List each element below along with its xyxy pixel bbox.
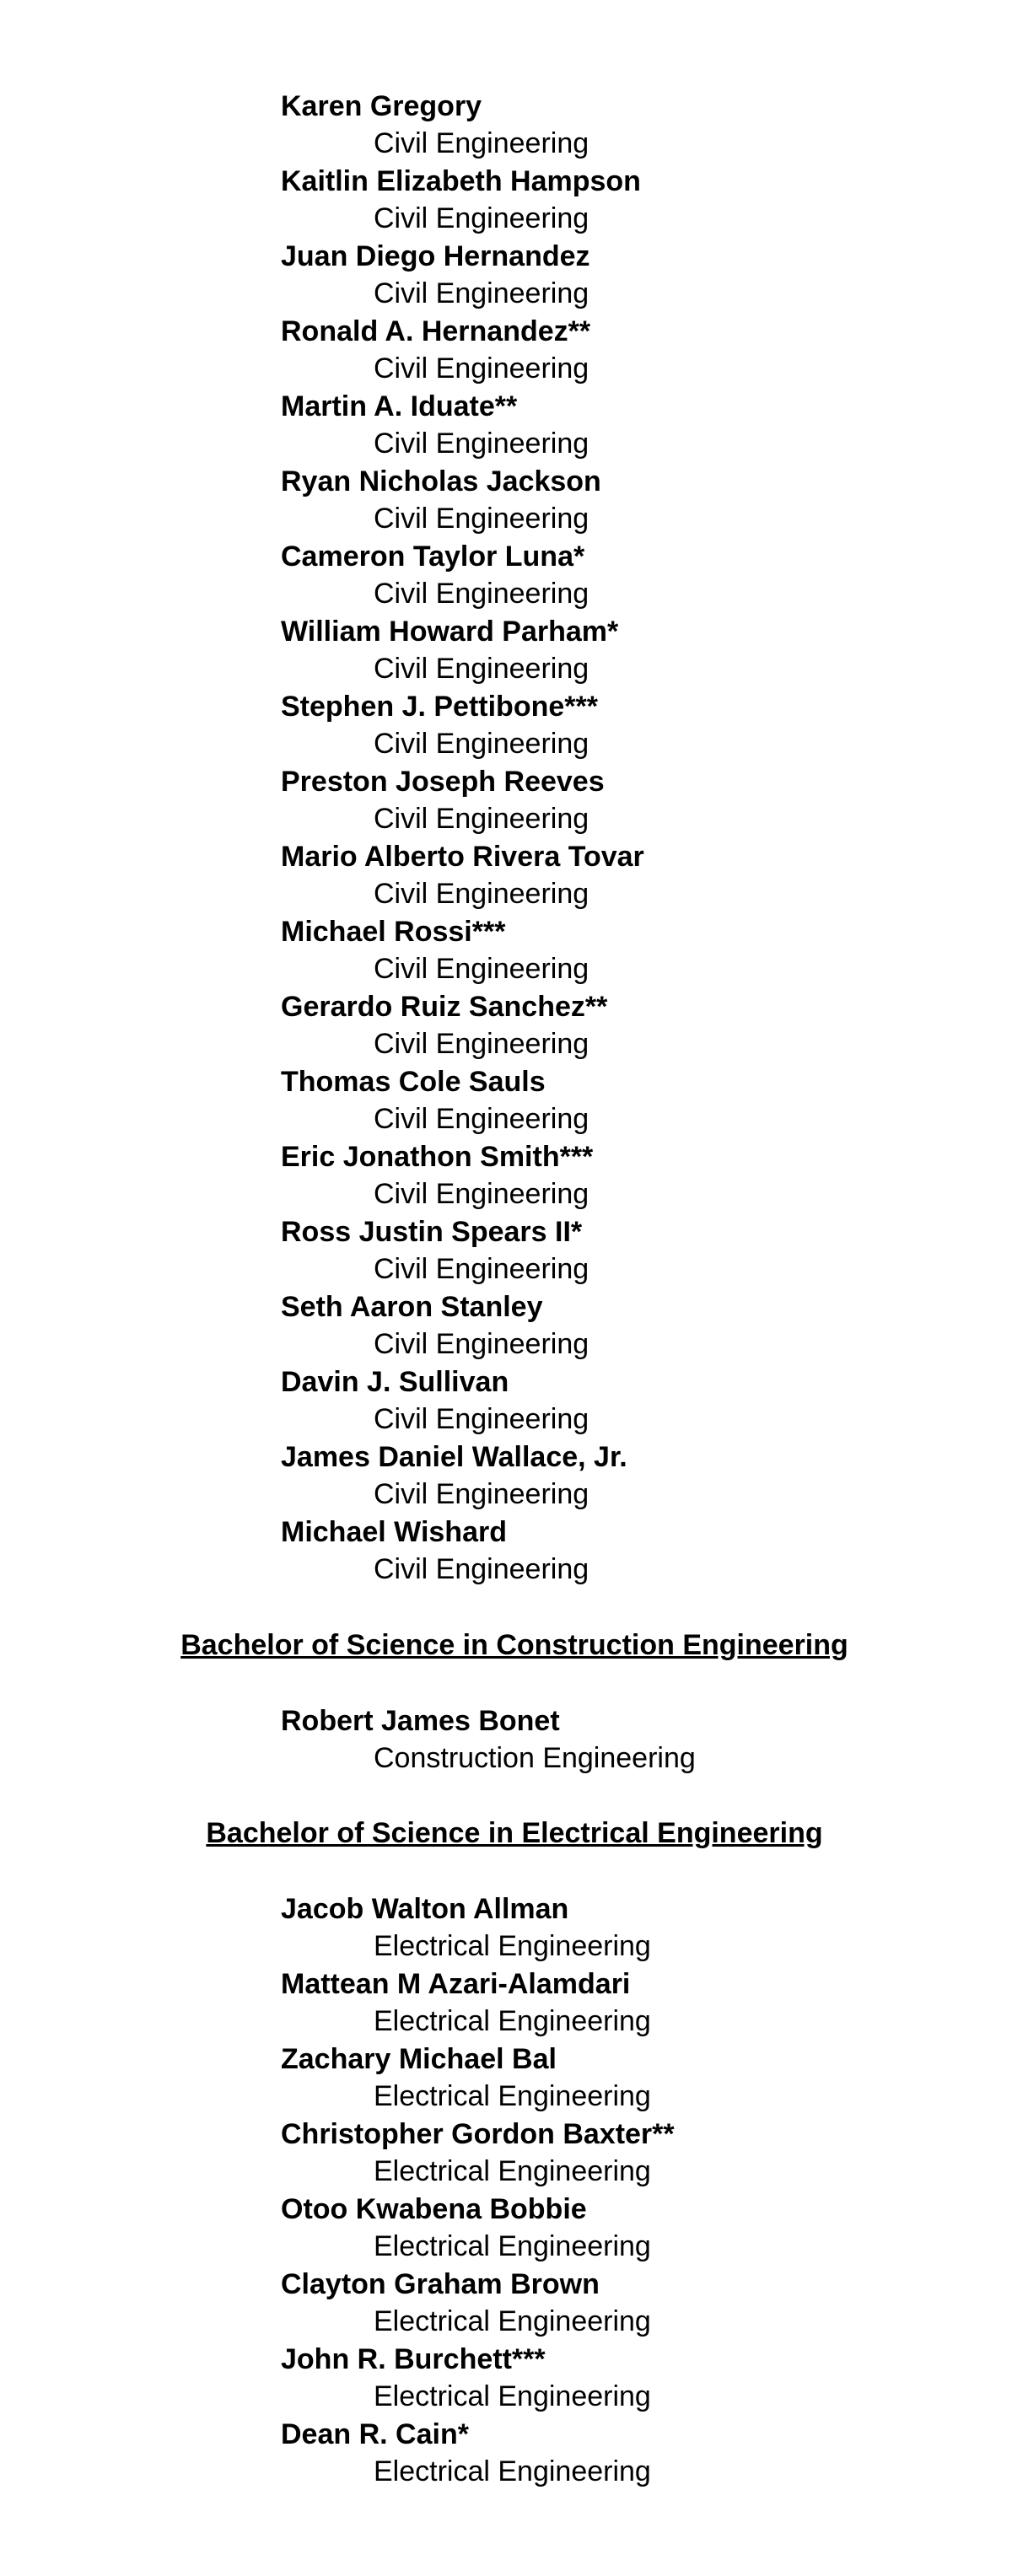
graduate-name: Stephen J. Pettibone*** (281, 691, 598, 723)
graduate-major: Construction Engineering (374, 1742, 696, 1774)
graduate-entry (281, 538, 972, 613)
graduate-name: Jacob Walton Allman (281, 1893, 569, 1925)
graduate-entry (281, 2341, 972, 2416)
graduate-entry (281, 2191, 972, 2266)
graduate-name: Ronald A. Hernandez** (281, 315, 591, 347)
graduate-major: Civil Engineering (374, 878, 589, 910)
graduate-entry (281, 613, 972, 688)
graduate-name: Cameron Taylor Luna* (281, 540, 585, 573)
graduate-entry (281, 838, 972, 913)
graduate-entry (281, 1966, 972, 2041)
graduate-entry (281, 2116, 972, 2191)
graduate-name: John R. Burchett*** (281, 2343, 546, 2375)
graduate-major: Electrical Engineering (374, 2230, 651, 2262)
graduate-major: Civil Engineering (374, 1553, 589, 1585)
graduate-major: Civil Engineering (374, 728, 589, 760)
graduate-major: Civil Engineering (374, 1403, 589, 1435)
graduate-name: Clayton Graham Brown (281, 2268, 600, 2300)
graduate-major: Electrical Engineering (374, 2455, 651, 2487)
graduate-name: Thomas Cole Sauls (281, 1066, 546, 1098)
graduate-entry (281, 2041, 972, 2116)
graduate-name: Mario Alberto Rivera Tovar (281, 841, 644, 873)
graduate-major: Civil Engineering (374, 578, 589, 610)
graduate-name: James Daniel Wallace, Jr. (281, 1441, 627, 1473)
graduate-name: Mattean M Azari-Alamdari (281, 1968, 631, 2000)
graduate-major: Electrical Engineering (374, 1930, 651, 1962)
graduate-major: Civil Engineering (374, 653, 589, 685)
graduate-entry (281, 688, 972, 763)
graduate-entry (281, 1363, 972, 1439)
graduate-name: Karen Gregory (281, 90, 482, 122)
graduate-major: Civil Engineering (374, 1328, 589, 1360)
graduate-entry (281, 238, 972, 313)
civil-engineering-list (281, 88, 972, 1589)
graduate-major: Civil Engineering (374, 1028, 589, 1060)
graduate-entry (281, 913, 972, 988)
graduate-name: Gerardo Ruiz Sanchez** (281, 991, 608, 1023)
graduate-major: Civil Engineering (374, 1253, 589, 1285)
graduate-major: Civil Engineering (374, 428, 589, 460)
graduate-major: Civil Engineering (374, 127, 589, 159)
graduate-name: Otoo Kwabena Bobbie (281, 2193, 587, 2225)
graduate-major: Civil Engineering (374, 503, 589, 535)
graduate-name: Kaitlin Elizabeth Hampson (281, 165, 641, 197)
graduate-name: Ross Justin Spears II* (281, 1216, 583, 1248)
graduate-entry (281, 1890, 972, 1966)
graduate-entry (281, 313, 972, 388)
graduate-major: Electrical Engineering (374, 2380, 651, 2412)
graduate-name: Davin J. Sullivan (281, 1366, 509, 1398)
graduate-name: Zachary Michael Bal (281, 2043, 557, 2075)
electrical-engineering-list (281, 1890, 972, 2491)
graduate-name: Ryan Nicholas Jackson (281, 465, 601, 497)
graduate-entry (281, 1288, 972, 1363)
graduate-entry (281, 1138, 972, 1213)
graduate-name: Robert James Bonet (281, 1705, 560, 1737)
graduate-major: Civil Engineering (374, 1178, 589, 1210)
graduate-major: Electrical Engineering (374, 2005, 651, 2037)
graduate-major: Civil Engineering (374, 352, 589, 385)
graduate-name: Christopher Gordon Baxter** (281, 2118, 675, 2150)
graduate-major: Civil Engineering (374, 953, 589, 985)
graduate-name: Martin A. Iduate** (281, 390, 518, 422)
graduate-entry (281, 463, 972, 538)
graduate-name: Juan Diego Hernandez (281, 240, 590, 272)
graduate-entry (281, 88, 972, 163)
graduate-major: Civil Engineering (374, 202, 589, 234)
graduate-major: Electrical Engineering (374, 2305, 651, 2337)
graduate-name: William Howard Parham* (281, 616, 619, 648)
graduate-entry (281, 1514, 972, 1589)
graduate-name: Michael Rossi*** (281, 916, 506, 948)
construction-engineering-list (281, 1702, 972, 1777)
graduate-major: Civil Engineering (374, 1478, 589, 1510)
graduate-name: Seth Aaron Stanley (281, 1291, 543, 1323)
graduate-entry (281, 763, 972, 838)
graduate-major: Electrical Engineering (374, 2080, 651, 2112)
graduate-major: Civil Engineering (374, 803, 589, 835)
graduate-name: Michael Wishard (281, 1516, 507, 1548)
construction-section-heading: Bachelor of Science in Construction Engineering (180, 1629, 848, 1661)
graduate-major: Electrical Engineering (374, 2155, 651, 2187)
graduate-name: Eric Jonathon Smith*** (281, 1141, 594, 1173)
graduate-name: Preston Joseph Reeves (281, 766, 605, 798)
graduate-name: Dean R. Cain* (281, 2418, 469, 2450)
graduate-entry (281, 1213, 972, 1288)
graduate-entry (281, 2266, 972, 2341)
electrical-section-heading: Bachelor of Science in Electrical Engineering (206, 1817, 823, 1849)
graduate-major: Civil Engineering (374, 277, 589, 309)
graduate-entry (281, 1063, 972, 1138)
graduate-entry (281, 1702, 972, 1777)
graduate-entry (281, 988, 972, 1063)
graduate-entry (281, 388, 972, 463)
graduate-entry (281, 1439, 972, 1514)
graduate-major: Civil Engineering (374, 1103, 589, 1135)
graduate-entry (281, 163, 972, 238)
graduate-entry (281, 2416, 972, 2491)
